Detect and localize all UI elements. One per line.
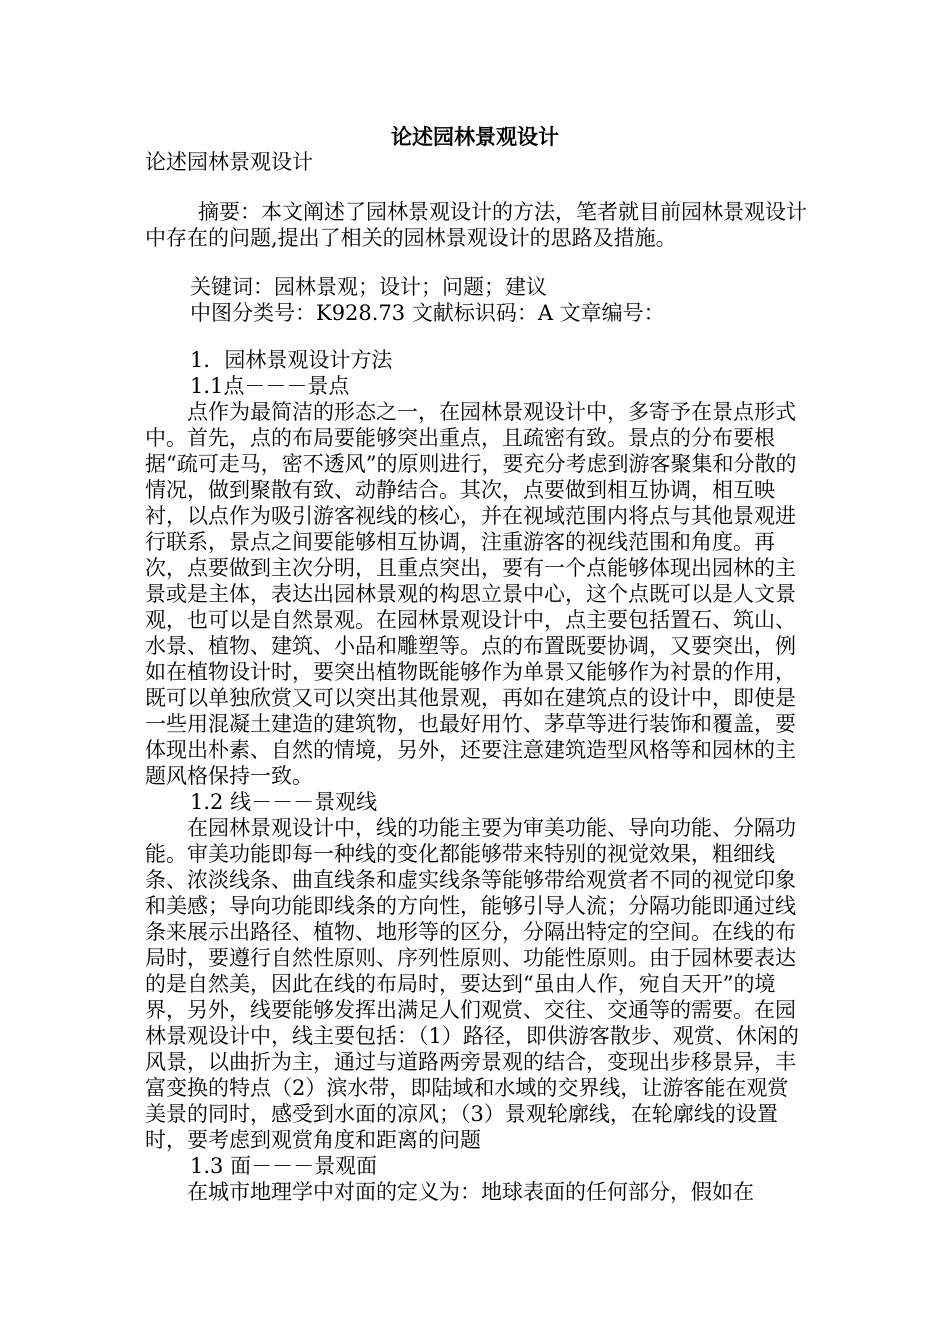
abstract — [145, 199, 807, 251]
subsection-1-3-heading: 1.3 面－－－景观面 — [190, 1154, 378, 1178]
subsection-1-1-heading: 1.1点－－－景点 — [190, 374, 350, 398]
keywords-block — [145, 274, 807, 326]
section-1 — [145, 347, 807, 1205]
abstract-text: 摘要：本文阐述了园林景观设计的方法，笔者就目前园林景观设计中存在的问题,提出了相关的园林景观设计的思路及措施。 — [145, 200, 807, 250]
section-1-heading: 1．园林景观设计方法 — [190, 348, 393, 372]
subsection-1-2-body: 在园林景观设计中，线的功能主要为审美功能、导向功能、分隔功能。审美功能即每一种线的变化都能够带来特别的视觉效果，粗细线条、浓淡线条、曲直线条和虚实线条等能够带给观赏者不同的视觉印象和美感；导向功能即线条的方向性，能够引导人流；分隔功能即通过线条来展示出路径、植物、地形等的区分，分隔出特定的空间。在线的布局时，要遵行自然性原则、序列性原则、功能性原则。由于园林要表达的是自然美，因此在线的布局时，要达到“虽由人作，宛自天开”的境界，另外，线要能够发挥出满足人们观赏、交往、交通等的需要。在园林景观设计中，线主要包括：（1）路径，即供游客散步、观赏、休闲的风景，以曲折为主，通过与道路两旁景观的结合，变现出步移景异，丰富变换的特点（2）滨水带，即陆域和水域的交界线，让游客能在观赏美景的同时，感受到水面的凉风；（3）景观轮廓线，在轮廓线的设置时，要考虑到观赏角度和距离的问题 — [145, 816, 799, 1152]
keywords-text: 关键词：园林景观；设计；问题；建议 — [190, 275, 547, 299]
subsection-1-2-heading: 1.2 线－－－景观线 — [190, 790, 378, 814]
subtitle — [145, 149, 807, 175]
subsection-1-3-body: 在城市地理学中对面的定义为：地球表面的任何部分，假如在 — [187, 1180, 754, 1204]
classification-text: 中图分类号：K928.73 文献标识码：A 文章编号： — [190, 301, 665, 325]
subsection-1-1-body: 点作为最简洁的形态之一，在园林景观设计中，多寄予在景点形式中。首先，点的布局要能够突出重点，且疏密有致。景点的分布要根据“疏可走马，密不透风”的原则进行，要充分考虑到游客聚集和分散的情况，做到聚散有致、动静结合。其次，点要做到相互协调，相互映衬，以点作为吸引游客视线的核心，并在视域范围内将点与其他景观进行联系，景点之间要能够相互协调，注重游客的视线范围和角度。再次，点要做到主次分明，且重点突出，要有一个点能够体现出园林的主景或是主体，表达出园林景观的构思立景中心，这个点既可以是人文景观，也可以是自然景观。在园林景观设计中，点主要包括置石、筑山、水景、植物、建筑、小品和雕塑等。点的布置既要协调，又要突出，例如在植物设计时，要突出植物既能够作为单景又能够作为衬景的作用，既可以单独欣赏又可以突出其他景观，再如在建筑点的设计中，即使是一些用混凝土建造的建筑物，也最好用竹、茅草等进行装饰和覆盖，要体现出朴素、自然的情境，另外，还要注意建筑造型风格等和园林的主题风格保持一致。 — [145, 400, 797, 788]
subtitle-text: 论述园林景观设计 — [145, 150, 313, 174]
document-title: 论述园林景观设计 — [391, 124, 559, 149]
